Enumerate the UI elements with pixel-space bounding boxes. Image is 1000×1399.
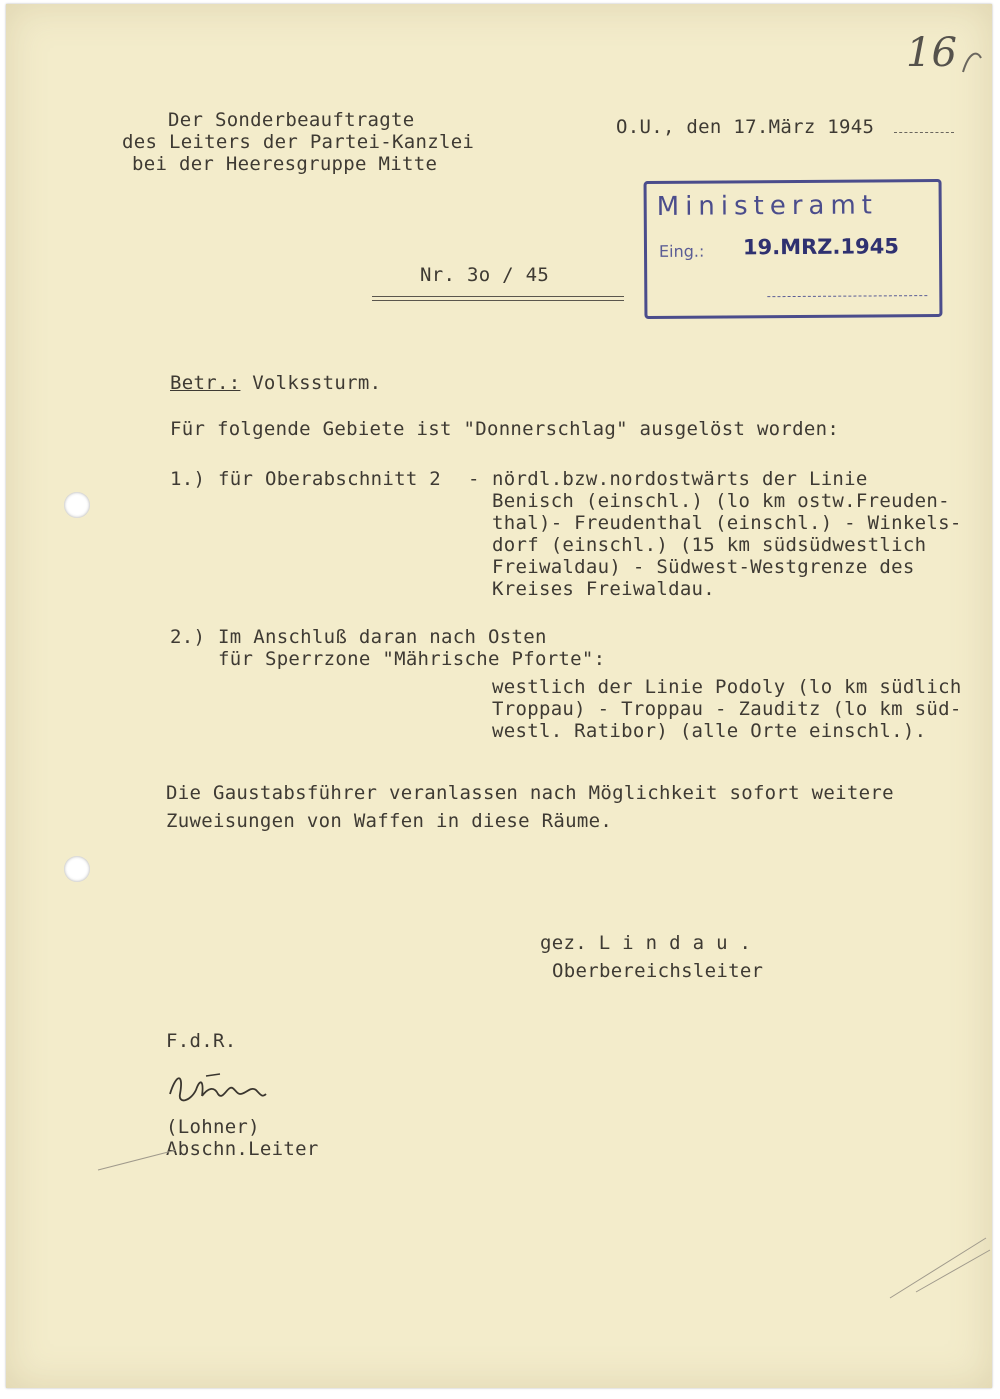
item1-line: dorf (einschl.) (15 km südsüdwestlich [492,534,927,556]
punch-hole [64,856,90,882]
subject-label: Betr.: [170,372,241,394]
punch-hole [64,492,90,518]
item1-number: 1.) [170,468,206,490]
stamp-date: 19.MRZ.1945 [742,234,899,260]
fdr-label: F.d.R. [166,1030,237,1052]
closing-line: Zuweisungen von Waffen in diese Räume. [166,810,613,832]
subject-text: Volkssturm. [252,372,382,394]
signature-title: Oberbereichsleiter [552,960,764,982]
closing-line: Die Gaustabsführer veranlassen nach Möglichkeit sofort weitere [166,782,894,804]
fdr-title: Abschn.Leiter [166,1138,319,1160]
fdr-name: (Lohner) [166,1116,260,1138]
stamp-dotted-line [767,295,927,297]
item2-line: Im Anschluß daran nach Osten [218,626,547,648]
item1-line: nördl.bzw.nordostwärts der Linie [492,468,868,490]
place-date: O.U., den 17.März 1945 [616,116,875,138]
pencil-scribble-icon [961,48,985,76]
stamp-title: Ministeramt [656,190,879,222]
item1-line: Freiwaldau) - Südwest-Westgrenze des [492,556,915,578]
item2-line: für Sperrzone "Mährische Pforte": [218,648,606,670]
pencil-stroke-icon [886,1224,992,1304]
item1-dash: - [468,468,480,490]
sender-line: Der Sonderbeauftragte [168,109,415,131]
item1-label: für Oberabschnitt 2 [218,468,442,490]
item2-detail-line: Troppau) - Troppau - Zauditz (lo km süd- [492,698,962,720]
item2-detail-line: westl. Ratibor) (alle Orte einschl.). [492,720,927,742]
received-stamp [644,179,943,319]
item2-detail-line: westlich der Linie Podoly (lo km südlich [492,676,962,698]
item1-line: Kreises Freiwaldau. [492,578,716,600]
double-underline [372,296,624,297]
dotted-line [894,132,954,133]
signature-gez: gez. L i n d a u . [540,932,752,954]
item1-line: thal)- Freudenthal (einschl.) - Winkels- [492,512,962,534]
sender-line: bei der Heeresgruppe Mitte [132,153,438,175]
document-page [6,4,992,1388]
pencil-stroke-icon [96,1144,186,1174]
sender-line: des Leiters der Partei-Kanzlei [122,131,475,153]
handwritten-signature-icon [166,1064,276,1114]
stamp-eing-label: Eing.: [658,241,705,261]
intro-text: Für folgende Gebiete ist "Donnerschlag" ausgelöst worden: [170,418,840,440]
reference-number: Nr. 3o / 45 [420,264,550,286]
double-underline [372,300,624,301]
item1-line: Benisch (einschl.) (lo km ostw.Freuden- [492,490,950,512]
pencil-annotation: 16 [906,30,957,76]
subject-line [170,370,381,396]
item2-number: 2.) [170,626,206,648]
